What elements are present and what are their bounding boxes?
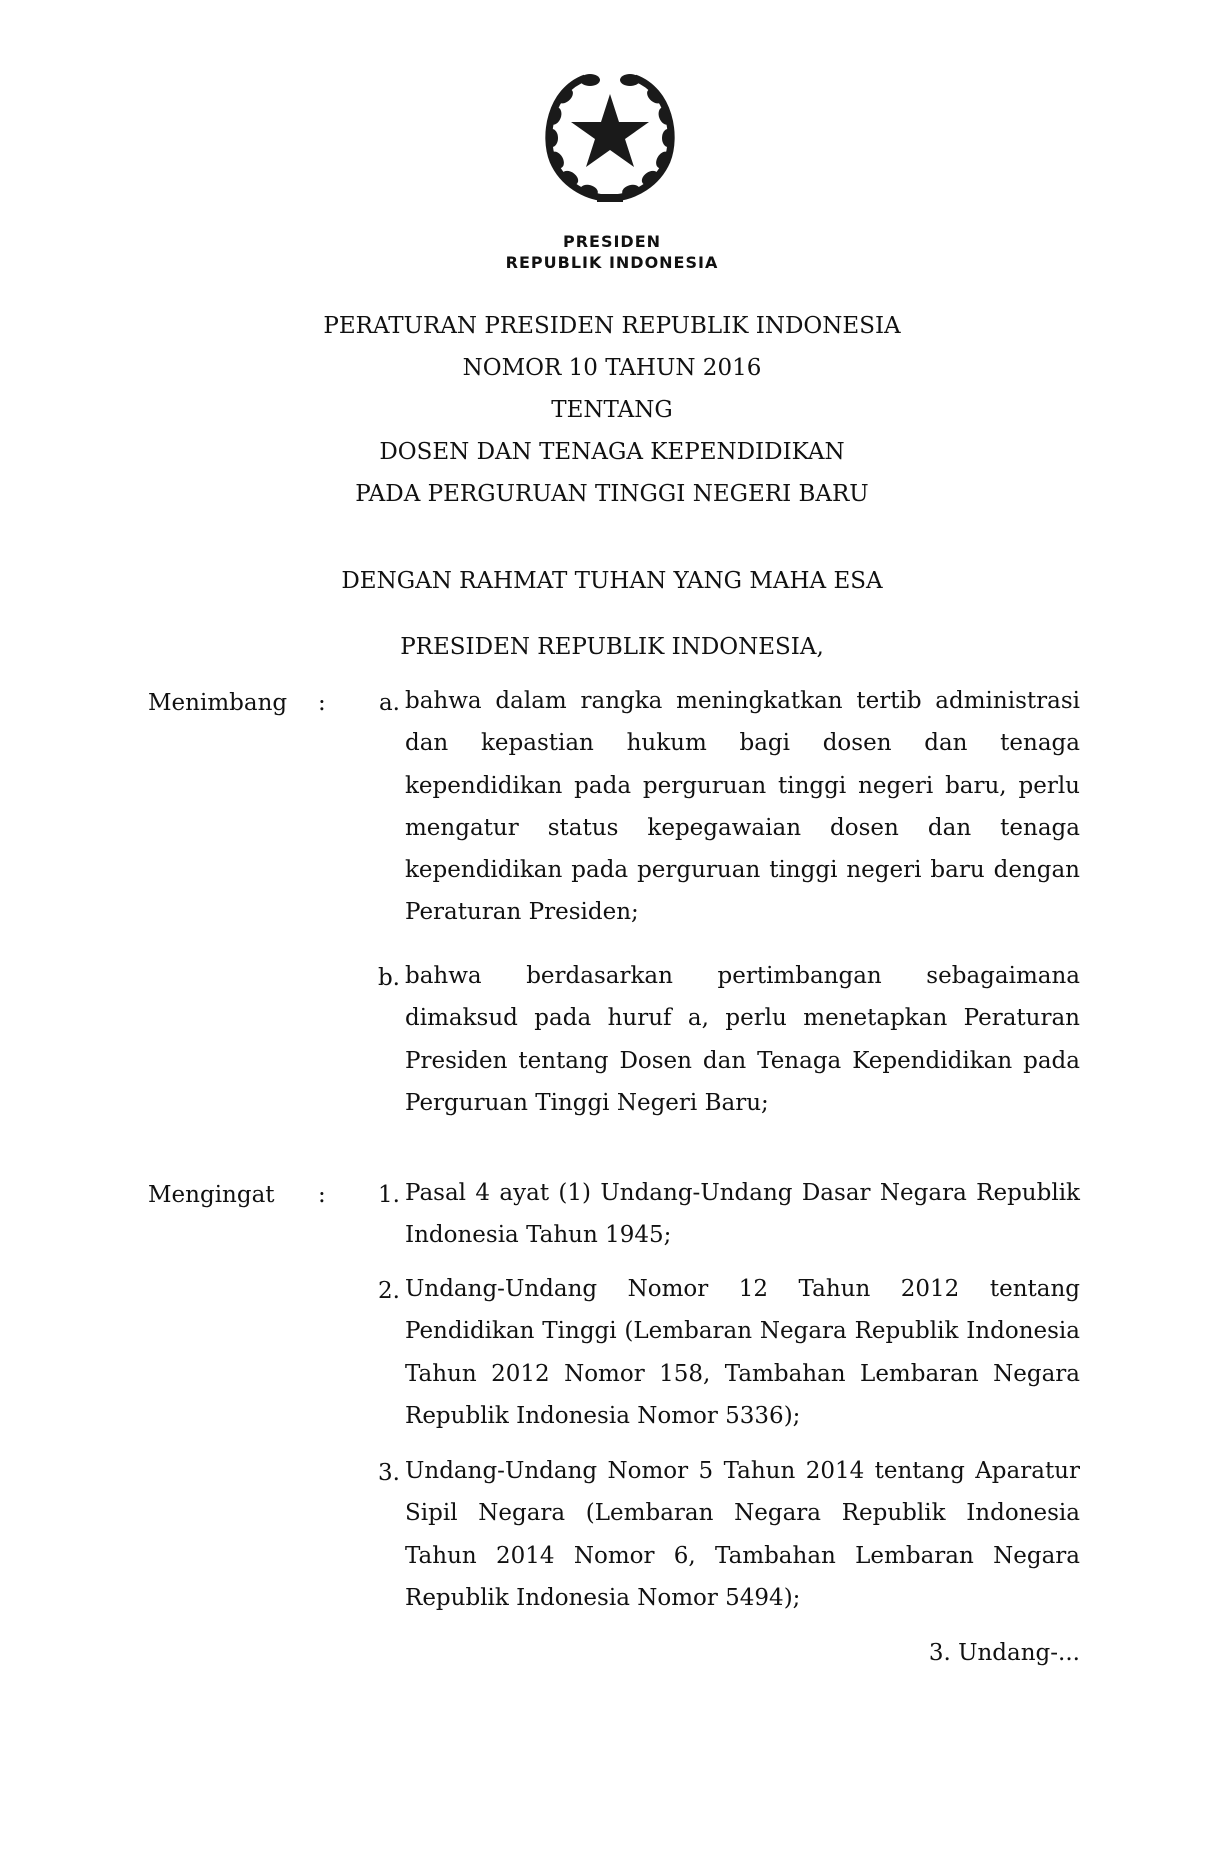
- regulation-title: [0, 305, 1224, 515]
- item-text: Undang-Undang Nomor 5 Tahun 2014 tentang Aparatur Sipil Negara (Lembaran Negara Republik Indonesia Tahun 2014 Nomor 6, Tambahan Lembaran Negara Republik Indonesia Nomor 5494);: [405, 1458, 1080, 1611]
- title-line: PADA PERGURUAN TINGGI NEGERI BARU: [355, 481, 869, 507]
- colon: :: [318, 1182, 326, 1208]
- title-line: PERATURAN PRESIDEN REPUBLIK INDONESIA: [323, 313, 901, 339]
- presidential-emblem: [490, 66, 730, 226]
- issuer-line: PRESIDEN REPUBLIK INDONESIA,: [400, 634, 824, 660]
- colon: :: [318, 690, 326, 716]
- page-continuation: 3. Undang-...: [928, 1640, 1080, 1666]
- star-wreath-icon: [525, 66, 695, 206]
- title-line: TENTANG: [551, 397, 673, 423]
- item-text: Pasal 4 ayat (1) Undang-Undang Dasar Negara Republik Indonesia Tahun 1945;: [405, 1180, 1080, 1249]
- item-text: bahwa dalam rangka meningkatkan tertib administrasi dan kepastian hukum bagi dosen dan tenaga kependidikan pada perguruan tinggi negeri baru, perlu mengatur status kepegawaian dosen dan tenaga kependidikan pada perguruan tinggi negeri baru dengan Peraturan Presiden;: [405, 688, 1080, 926]
- grace-formula: DENGAN RAHMAT TUHAN YANG MAHA ESA: [341, 568, 883, 594]
- item-marker: 3.: [378, 1460, 400, 1486]
- mengingat-label: Mengingat: [148, 1182, 275, 1208]
- item-text: bahwa berdasarkan pertimbangan sebagaimana dimaksud pada huruf a, perlu menetapkan Peraturan Presiden tentang Dosen dan Tenaga Kependidikan pada Perguruan Tinggi Negeri Baru;: [405, 963, 1080, 1116]
- item-marker: 2.: [378, 1278, 400, 1304]
- item-marker: b.: [377, 965, 400, 991]
- institution-country: REPUBLIK INDONESIA: [505, 253, 719, 272]
- menimbang-label: Menimbang: [148, 690, 288, 716]
- institution-name: PRESIDEN: [562, 232, 662, 251]
- item-marker: a.: [378, 690, 400, 716]
- item-text: Undang-Undang Nomor 12 Tahun 2012 tentang Pendidikan Tinggi (Lembaran Negara Republik Indonesia Tahun 2012 Nomor 158, Tambahan Lembaran Negara Republik Indonesia Nomor 5336);: [405, 1276, 1080, 1429]
- title-line: NOMOR 10 TAHUN 2016: [462, 355, 762, 381]
- title-line: DOSEN DAN TENAGA KEPENDIDIKAN: [379, 439, 845, 465]
- item-marker: 1.: [378, 1182, 400, 1208]
